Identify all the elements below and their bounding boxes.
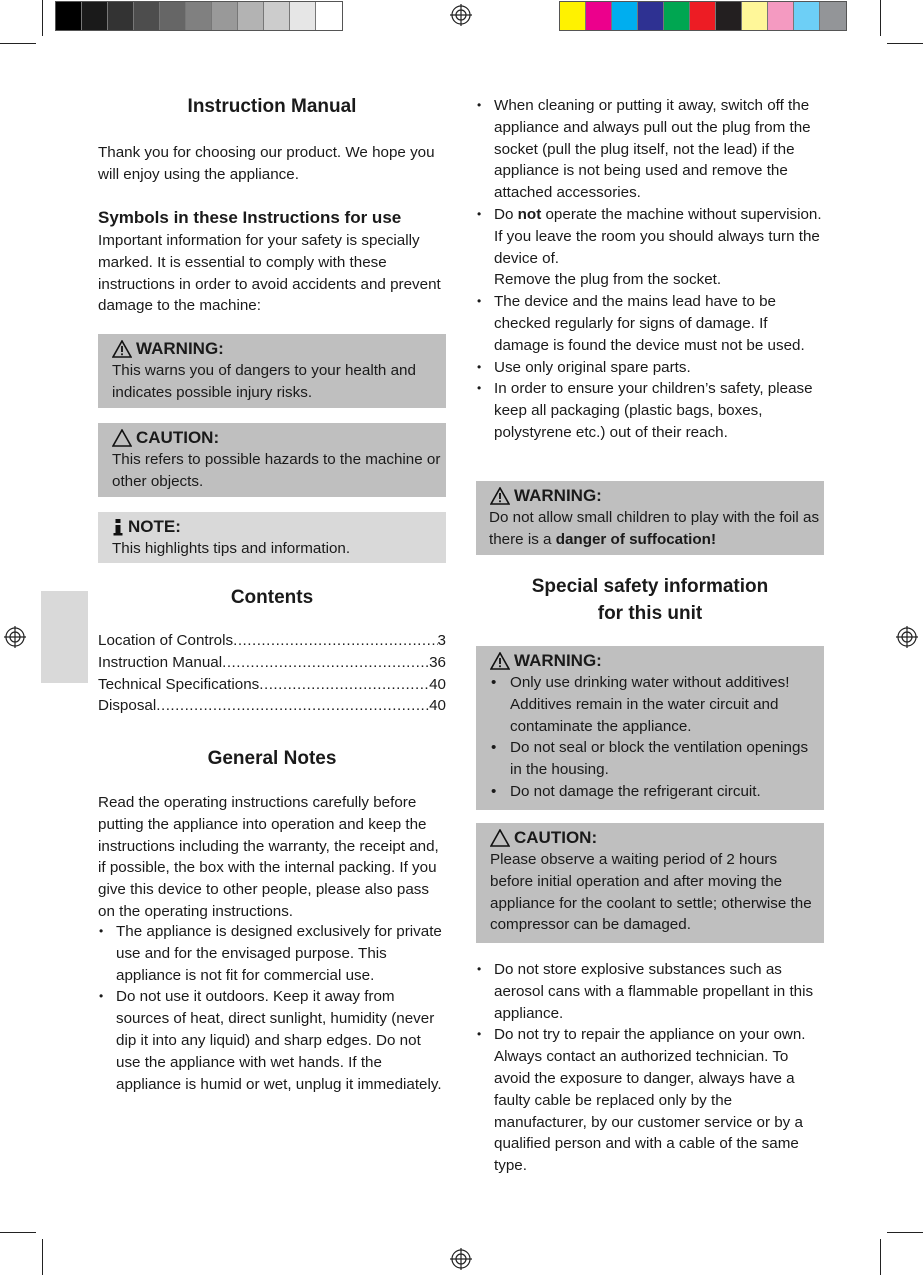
list-item: • Do not damage the refrigerant circuit. <box>490 781 824 803</box>
gray-color-bar <box>55 1 343 31</box>
color-swatch <box>638 2 664 30</box>
crop-mark <box>0 1232 36 1233</box>
contents-heading: Contents <box>230 587 314 608</box>
suffocation-warning-box <box>476 481 824 555</box>
note-text: This highlights tips and information. <box>112 540 351 557</box>
list-item: • The appliance is designed exclusively for private use and for the envisaged purpose. This appliance is not fit for commercial use. <box>98 921 446 986</box>
toc-row[interactable]: Instruction Manual ..... 36 <box>98 652 446 674</box>
list-item: • Do not operate the machine without supervision. If you leave the room you should always turn the device of. Remove the plug from the socket. <box>476 204 824 291</box>
warning-title: WARNING: <box>514 486 602 506</box>
general-notes-heading: General Notes <box>207 748 337 769</box>
warning-text: Do not allow small children to play with the foil as there is a danger of suffocation! <box>489 509 820 548</box>
color-swatch <box>820 2 846 30</box>
list-item: • When cleaning or putting it away, switch off the appliance and always pull out the plug from the socket (pull the plug itself, not the lead) if the appliance is not being used and remove the attached accessories. <box>476 95 824 204</box>
color-swatch <box>108 2 134 30</box>
caution-triangle-icon <box>490 829 510 847</box>
list-item: • The device and the mains lead have to be checked regularly for signs of damage. If damage is found the device must not be used. <box>476 291 824 356</box>
intro-text: Thank you for choosing our product. We hope you will enjoy using the appliance. <box>98 144 435 183</box>
crop-mark <box>42 0 43 36</box>
toc-row[interactable]: Technical Specifications ..... 40 <box>98 674 446 696</box>
registration-mark-icon <box>4 626 26 648</box>
warning-triangle-icon <box>490 487 510 505</box>
crop-mark <box>887 1232 923 1233</box>
list-item: • Do not use it outdoors. Keep it away from sources of heat, direct sunlight, humidity (never dip it into any liquid) and sharp edges. Do not use the appliance with wet hands. If the appliance is humid or wet, unplug it immediately. <box>98 986 446 1095</box>
crop-mark <box>880 0 881 36</box>
symbols-heading: Symbols in these Instructions for use <box>98 208 402 227</box>
color-swatch <box>212 2 238 30</box>
color-swatch <box>264 2 290 30</box>
color-swatch <box>716 2 742 30</box>
special-safety-subheading: for this unit <box>597 603 703 624</box>
unit-caution-box <box>476 823 824 943</box>
warning-triangle-icon <box>490 652 510 670</box>
process-color-bar <box>559 1 847 31</box>
registration-mark-icon <box>450 1248 472 1270</box>
unit-warning-box <box>476 646 824 810</box>
info-icon <box>112 518 124 536</box>
color-swatch <box>160 2 186 30</box>
list-item: • Do not try to repair the appliance on your own. Always contact an authorized technician. To avoid the exposure to danger, always have a faulty cable be replaced only by the manufacturer, by our customer service or by a qualified person and with a cable of the same type. <box>476 1024 824 1177</box>
crop-mark <box>880 1239 881 1275</box>
warning-text: This warns you of dangers to your health and indicates possible injury risks. <box>112 362 416 401</box>
color-swatch <box>794 2 820 30</box>
registration-mark-icon <box>450 4 472 26</box>
color-swatch <box>238 2 264 30</box>
safety-list-top <box>476 95 824 444</box>
list-item: • Only use drinking water without additives! Additives remain in the water circuit and contaminate the appliance. <box>490 672 824 737</box>
color-swatch <box>290 2 316 30</box>
page-title: Instruction Manual <box>187 96 357 117</box>
color-swatch <box>664 2 690 30</box>
crop-mark <box>887 43 923 44</box>
general-notes-text: Read the operating instructions carefully before putting the appliance into operation and keep the instructions including the warranty, the receipt and, if possible, the box with the internal packing. If you give this device to other people, please also pass on the operating instructions. <box>98 794 439 920</box>
caution-title: CAUTION: <box>136 428 220 448</box>
table-of-contents <box>98 630 446 717</box>
color-swatch <box>82 2 108 30</box>
caution-text: This refers to possible hazards to the machine or other objects. <box>112 451 441 490</box>
list-item: • Use only original spare parts. <box>476 357 824 379</box>
note-title: NOTE: <box>128 517 181 537</box>
warning-symbol-box <box>98 334 446 408</box>
crop-mark <box>0 43 36 44</box>
general-notes-list <box>98 921 446 1095</box>
color-swatch <box>186 2 212 30</box>
crop-mark <box>42 1239 43 1275</box>
color-swatch <box>134 2 160 30</box>
color-swatch <box>742 2 768 30</box>
special-safety-heading: Special safety information <box>531 576 769 597</box>
unit-warning-list <box>490 672 824 803</box>
caution-title: CAUTION: <box>514 828 598 848</box>
list-item: • Do not store explosive substances such as aerosol cans with a flammable propellant in this appliance. <box>476 959 824 1024</box>
toc-row[interactable]: Location of Controls ..... 3 <box>98 630 446 652</box>
warning-title: WARNING: <box>514 651 602 671</box>
toc-row[interactable]: Disposal ..... 40 <box>98 695 446 717</box>
warning-triangle-icon <box>112 340 132 358</box>
registration-mark-icon <box>896 626 918 648</box>
warning-title: WARNING: <box>136 339 224 359</box>
color-swatch <box>56 2 82 30</box>
note-symbol-box <box>98 512 446 563</box>
color-swatch <box>316 2 342 30</box>
safety-list-bottom <box>476 959 824 1177</box>
caution-triangle-icon <box>112 429 132 447</box>
language-tab-marker <box>41 591 88 683</box>
list-item: • In order to ensure your children’s safety, please keep all packaging (plastic bags, boxes, polystyrene etc.) out of their reach. <box>476 378 824 443</box>
list-item: • Do not seal or block the ventilation openings in the housing. <box>490 737 824 781</box>
caution-text: Please observe a waiting period of 2 hours before initial operation and after moving the appliance for the coolant to settle; otherwise the compressor can be damaged. <box>490 851 812 934</box>
color-swatch <box>612 2 638 30</box>
color-swatch <box>586 2 612 30</box>
color-swatch <box>560 2 586 30</box>
caution-symbol-box <box>98 423 446 497</box>
symbols-text: Important information for your safety is specially marked. It is essential to comply with these instructions in order to avoid accidents and prevent damage to the machine: <box>98 232 441 315</box>
color-swatch <box>690 2 716 30</box>
color-swatch <box>768 2 794 30</box>
